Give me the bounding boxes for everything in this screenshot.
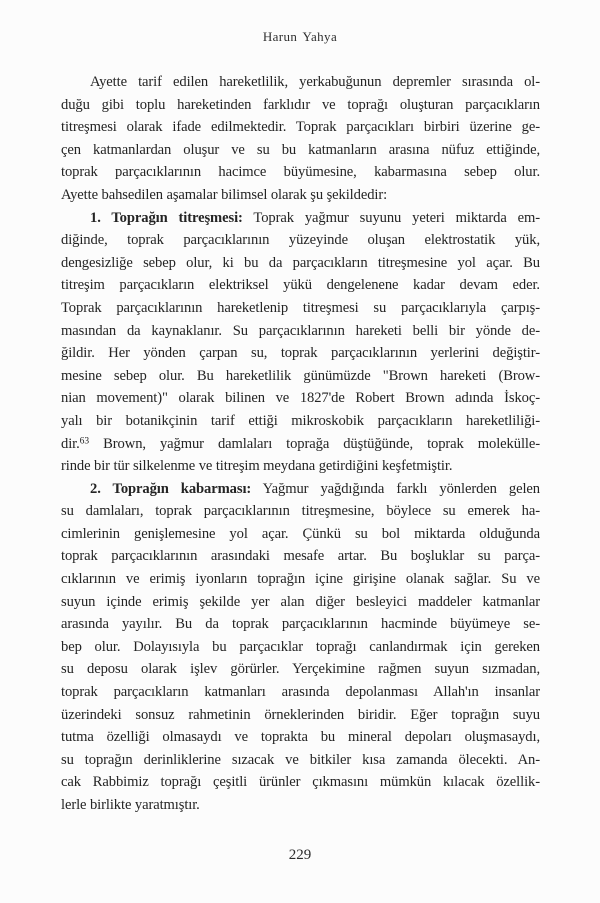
text-line: Toprak parçacıklarının hareketlenip titreşmesi su parçacıklarıyla çarpış- [61,299,540,316]
text-line: yalı bir botanikçinin tarif ettiği mikroskobik parçacıkların hareketliliği- [61,412,540,429]
text-line: çen katmanlardan oluşur ve su bu katmanların arasına nüfuz ettiğinde, [61,141,540,158]
text-line: cimlerinin genişlemesine yol açar. Çünkü su bol miktarda olduğunda [61,525,540,542]
text-line: nian movement)" olarak bilinen ve 1827'de Robert Brown adında İskoç- [61,390,540,407]
text-line: cıklarının ve erimiş iyonların toprağın içine girişine olanak sağlar. Su ve [61,571,540,588]
text-line: arasında yayılır. Bu da toprak parçacıklarının hacminde büyümeye se- [61,616,540,633]
text-line: titreşim parçacıkların elektriksel yükü dengelenene kadar devam eder. [61,277,540,294]
text-line: mesine sebep olur. Bu hareketlilik günümüzde "Brown hareketi (Brow- [61,367,540,384]
text-line: 2. Toprağın kabarması: Yağmur yağdığında farklı yönlerden gelen [90,480,540,497]
text-line: duğu gibi toplu hareketinden farklıdır ve toprağı oluşturan parçacıkların [61,96,540,113]
paragraph [61,207,540,478]
text-line: toprak parçacıkların katmanları arasında depolanması Allah'ın insanlar [61,684,540,701]
text-line: suyun içinde erimiş şekilde yer alan diğer besleyici maddeler katmanlar [61,593,540,610]
text-line: Ayette tarif edilen hareketlilik, yerkabuğunun depremler sırasında ol- [90,74,540,90]
text-line: bep olur. Dolayısıyla bu parçacıklar toprağı canlandırmak için gereken [61,638,540,655]
text-line: diğinde, toprak parçacıklarının yüzeyinde oluşan elektrostatik yük, [61,232,540,249]
running-header: Harun Yahya [262,29,338,44]
paragraph [61,71,540,207]
text-line: su deposu olarak işlev görürler. Yerçekimine rağmen suyun sızmadan, [61,661,540,678]
text-line: üzerindeki sonsuz rahmetinin örneklerinden biridir. Eğer toprağın suyu [61,706,540,723]
text-line: masından da kaynaklanır. Su parçacıklarının hareketi belli bir yönde de- [61,322,540,339]
text-line: cak Rabbimiz toprağı çeşitli ürünler çıkmasını mümkün kılacak özellik- [61,774,540,791]
text-line: toprak parçacıklarının hacimce büyümesine, kabarmasına sebep olur. [61,164,540,181]
text-line: lerle birlikte yaratmıştır. [61,797,200,813]
text-line: su damlaları, toprak parçacıklarının titreşmesine, böylece su emerek ha- [61,503,540,520]
text-line: tutma özelliği olmasaydı ve toprakta bu mineral depoları oluşmasaydı, [61,729,540,746]
page-number: 229 [288,847,312,863]
text-line: Ayette bahsedilen aşamalar bilimsel olarak şu şekildedir: [61,186,388,203]
text-line: ğildir. Her yönden çarpan su, toprak parçacıklarının yerlerini değiştir- [61,345,540,362]
text-line: su toprağın derinliklerine sızacak ve bitkiler kısa zamanda ölecekti. An- [61,751,540,768]
text-line: titreşmesi olarak ifade edilmektedir. Toprak parçacıkları birbiri üzerine ge- [61,119,540,136]
text-line: 1. Toprağın titreşmesi: Toprak yağmur suyunu yeteri miktarda em- [90,209,540,226]
text-line: dir.$^{63}$ Brown, yağmur damlaları toprağa düştüğünde, toprak molekülle- [61,435,540,452]
text-line: dengesizliğe sebep olur, ki bu da parçacıkların titreşmesine yol açar. Bu [61,254,540,271]
text-line: toprak parçacıklarının arasındaki mesafe artar. Bu boşluklar su parça- [61,548,540,565]
footnote-reference: 63 [79,436,90,446]
body-text [61,71,540,817]
text-line: rinde bir tür silkelenme ve titreşim meydana getirdiğini keşfetmiştir. [61,458,453,475]
paragraph [61,478,540,817]
